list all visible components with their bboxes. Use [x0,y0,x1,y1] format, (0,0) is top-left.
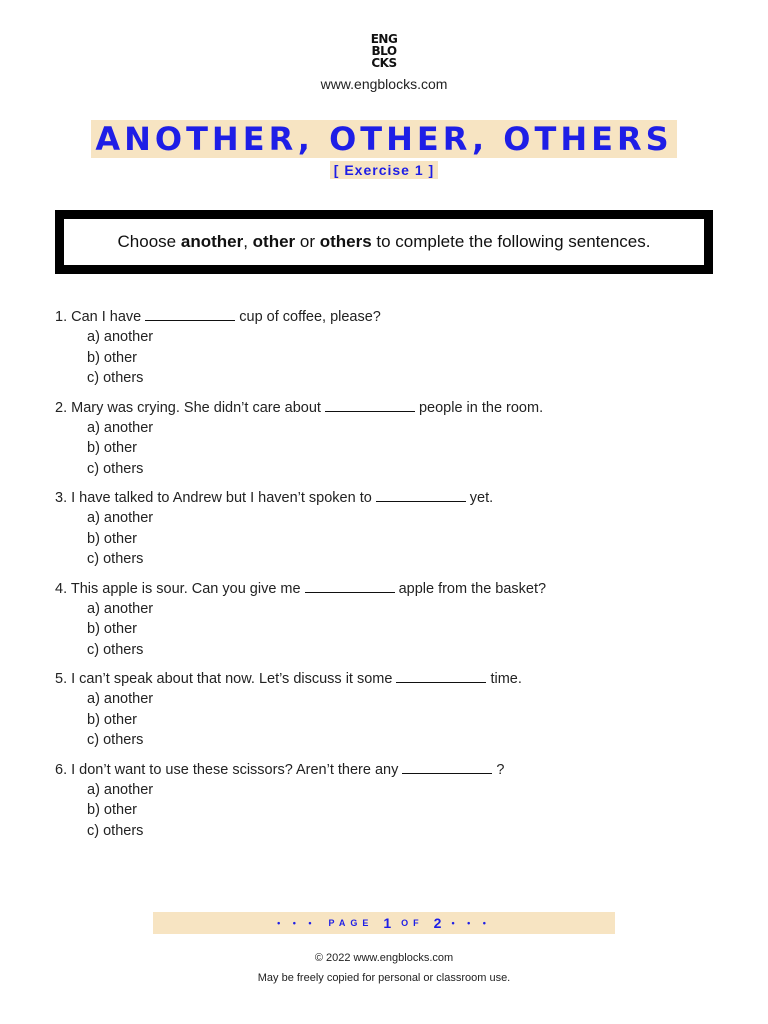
page-word: PAGE [328,918,374,928]
question-2 [55,398,715,489]
logo-line: CKS [371,56,397,70]
engblocks-logo [0,33,768,69]
option-b: b) other [87,349,137,366]
option-a: a) another [87,419,154,436]
question-3 [55,488,715,579]
worksheet-title: ANOTHER, OTHER, OTHERS [91,120,676,158]
answer-blank [402,760,492,774]
option-c: c) others [87,370,144,386]
instructions-box [55,210,713,274]
dots-right: • • • [451,918,491,928]
question-list [55,307,715,850]
question-stem: 1. Can I have cup of coffee, please? [55,309,381,325]
exercise-label: [ Exercise 1 ] [330,161,438,179]
option-b: b) other [87,530,137,547]
logo-line: BLO [371,44,397,58]
page-total: 2 [433,915,442,931]
option-a: a) another [87,691,154,707]
option-c: c) others [87,732,144,748]
question-stem: 3. I have talked to Andrew but I haven’t spoken to yet. [55,490,494,506]
option-c: c) others [87,551,144,567]
answer-blank [396,669,486,683]
keyword-others: others [319,232,372,251]
copyright-text: © 2022 www.engblocks.com [314,952,454,964]
question-4 [55,579,715,670]
of-word: OF [401,918,424,928]
question-stem: 6. I don’t want to use these scissors? Aren’t there any ? [55,761,505,778]
page-indicator [153,912,615,934]
option-a: a) another [87,781,154,798]
option-c: c) others [87,641,144,658]
option-b: b) other [87,802,137,818]
question-stem: 2. Mary was crying. She didn’t care about people in the room. [55,399,544,416]
option-a: a) another [87,510,154,526]
answer-blank [325,398,415,412]
license-text: May be freely copied for personal or classroom use. [257,972,511,984]
question-1 [55,307,715,398]
question-stem: 5. I can’t speak about that now. Let’s discuss it some time. [55,671,522,687]
answer-blank [305,579,395,593]
option-a: a) another [87,600,154,617]
option-a: a) another [87,329,154,345]
page-current: 1 [383,915,392,931]
dots-left: • • • [277,918,317,928]
site-url[interactable]: www.engblocks.com [320,76,448,92]
answer-blank [376,488,466,502]
option-c: c) others [87,460,144,477]
question-5 [55,669,715,760]
keyword-another: another [180,232,244,251]
option-b: b) other [87,711,137,728]
keyword-other: other [252,232,296,251]
option-c: c) others [87,822,144,839]
instructions-text: Choose another, other or others to complete the following sentences. [117,232,651,251]
question-6 [55,760,715,851]
option-b: b) other [87,621,137,637]
logo-line: ENG [370,32,398,46]
option-b: b) other [87,440,137,456]
answer-blank [145,307,235,321]
question-stem: 4. This apple is sour. Can you give me apple from the basket? [55,580,547,597]
